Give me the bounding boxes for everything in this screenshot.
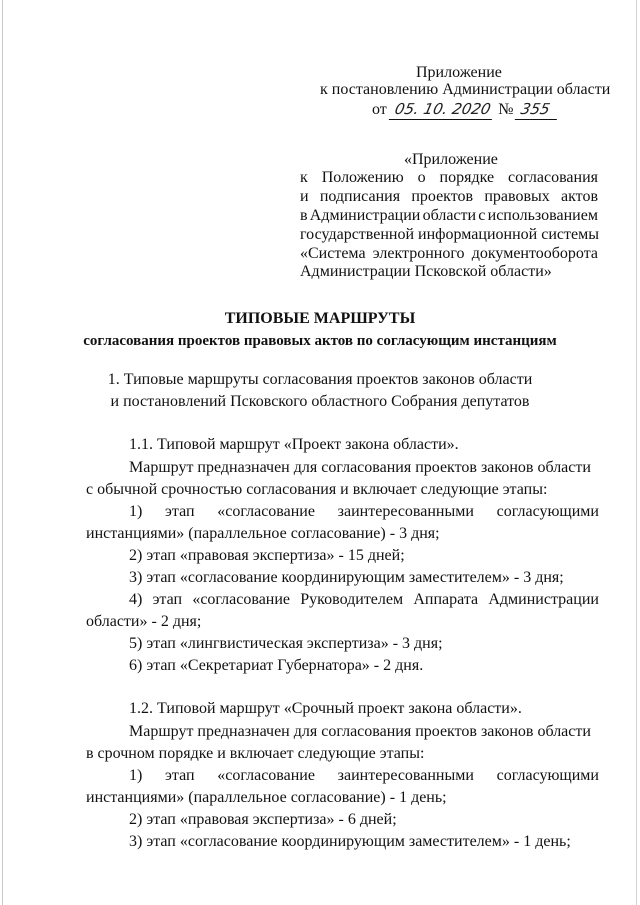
justified-word: и bbox=[300, 188, 309, 205]
scan-edge-left bbox=[2, 0, 3, 905]
section-1-heading-line-2: и постановлений Псковского областного Собрания депутатов bbox=[110, 393, 530, 410]
justified-word: согласующими bbox=[496, 767, 599, 784]
justified-word: Администрации bbox=[309, 207, 421, 224]
route-1-1-step-3: 3) этап «согласование координирующим заместителем» - 3 дня; bbox=[129, 569, 564, 586]
justified-word: этап bbox=[165, 767, 195, 784]
appendix-line-3 bbox=[300, 187, 598, 207]
justified-word: Администрации bbox=[488, 591, 599, 608]
justified-word: согласующими bbox=[496, 503, 599, 520]
appendix-line-2 bbox=[300, 168, 598, 188]
route-1-1-step-6: 6) этап «Секретариат Губернатора» - 2 дня. bbox=[129, 657, 424, 674]
justified-word: Положению bbox=[321, 169, 404, 186]
appendix-line-1: «Приложение bbox=[404, 151, 498, 168]
justified-word: правовых bbox=[484, 188, 550, 205]
justified-word: заинтересованными bbox=[337, 767, 474, 784]
header-appendix-label: Приложение bbox=[416, 64, 502, 81]
route-1-2-intro-line-2: в срочном порядке и включает следующие этапы: bbox=[86, 745, 425, 762]
scan-edge-right bbox=[636, 0, 637, 905]
route-1-2-step-1-line-2: инстанциями» (параллельное согласование) - 1 день; bbox=[86, 789, 447, 806]
justified-word: с bbox=[478, 207, 486, 224]
route-1-1-step-2: 2) этап «правовая экспертиза» - 15 дней; bbox=[129, 547, 405, 564]
handwritten-date: 05. 10. 2020 bbox=[389, 99, 497, 120]
route-1-1-intro-line-2: с обычной срочностью согласования и включает следующие этапы: bbox=[86, 481, 548, 498]
route-1-2-step-3: 3) этап «согласование координирующим заместителем» - 1 день; bbox=[129, 833, 571, 850]
route-1-2-step-2: 2) этап «правовая экспертиза» - 6 дней; bbox=[129, 811, 397, 828]
justified-word: 1) bbox=[129, 503, 143, 520]
justified-word: заинтересованными bbox=[337, 503, 474, 520]
route-1-1-step-1-line-1 bbox=[129, 502, 599, 522]
justified-word: согласования bbox=[508, 169, 598, 186]
document-title: ТИПОВЫЕ МАРШРУТЫ bbox=[224, 310, 416, 327]
justified-word: в bbox=[300, 207, 308, 224]
route-1-1-step-1-line-2: инстанциями» (параллельное согласование) - 3 дня; bbox=[86, 525, 440, 542]
justified-word: «согласование bbox=[217, 767, 315, 784]
justified-word: документооборота bbox=[471, 245, 598, 262]
route-1-1-step-4-line-1 bbox=[129, 590, 599, 610]
justified-word: области bbox=[422, 207, 477, 224]
justified-word: порядке bbox=[439, 169, 495, 186]
justified-word: этап bbox=[152, 591, 183, 608]
justified-word: «согласование bbox=[217, 503, 315, 520]
justified-word: Руководителем bbox=[300, 591, 404, 608]
route-1-2-heading: 1.2. Типовой маршрут «Срочный проект закона области». bbox=[129, 700, 522, 717]
justified-word: этап bbox=[165, 503, 195, 520]
justified-word: к bbox=[300, 169, 308, 186]
appendix-line-7: Администрации Псковской области» bbox=[300, 263, 552, 280]
justified-word: подписания bbox=[319, 188, 401, 205]
header-date-line bbox=[372, 99, 559, 120]
justified-word: электронного bbox=[372, 245, 465, 262]
justified-word: 1) bbox=[129, 767, 143, 784]
handwritten-number: 355 bbox=[515, 99, 561, 120]
justified-word: использованием bbox=[487, 207, 598, 224]
document-subtitle: согласования проектов правовых актов по согласующим инстанциям bbox=[83, 333, 557, 349]
route-1-1-heading: 1.1. Типовой маршрут «Проект закона области». bbox=[129, 436, 459, 453]
route-1-2-step-1-line-1 bbox=[129, 766, 599, 786]
appendix-line-6 bbox=[300, 244, 598, 264]
date-prefix: от bbox=[372, 101, 387, 118]
justified-word: «согласование bbox=[192, 591, 291, 608]
appendix-line-5: государственной информационной системы bbox=[300, 226, 599, 243]
justified-word: о bbox=[417, 169, 426, 186]
justified-word: актов bbox=[561, 188, 598, 205]
justified-word: Аппарата bbox=[413, 591, 479, 608]
section-1-heading-line-1: 1. Типовые маршруты согласования проектов законов области bbox=[107, 371, 533, 388]
route-1-1-intro-line-1: Маршрут предназначен для согласования проектов законов области bbox=[129, 459, 591, 476]
justified-word: проектов bbox=[411, 188, 474, 205]
header-resolution-label: к постановлению Администрации области bbox=[320, 81, 611, 98]
justified-word: «Система bbox=[300, 245, 366, 262]
route-1-2-intro-line-1: Маршрут предназначен для согласования проектов законов области bbox=[129, 723, 591, 740]
justified-word: 4) bbox=[129, 591, 143, 608]
number-label: № bbox=[498, 101, 514, 118]
route-1-1-step-4-line-2: области» - 2 дня; bbox=[86, 613, 202, 630]
appendix-line-4 bbox=[300, 206, 598, 226]
route-1-1-step-5: 5) этап «лингвистическая экспертиза» - 3 дня; bbox=[129, 635, 443, 652]
